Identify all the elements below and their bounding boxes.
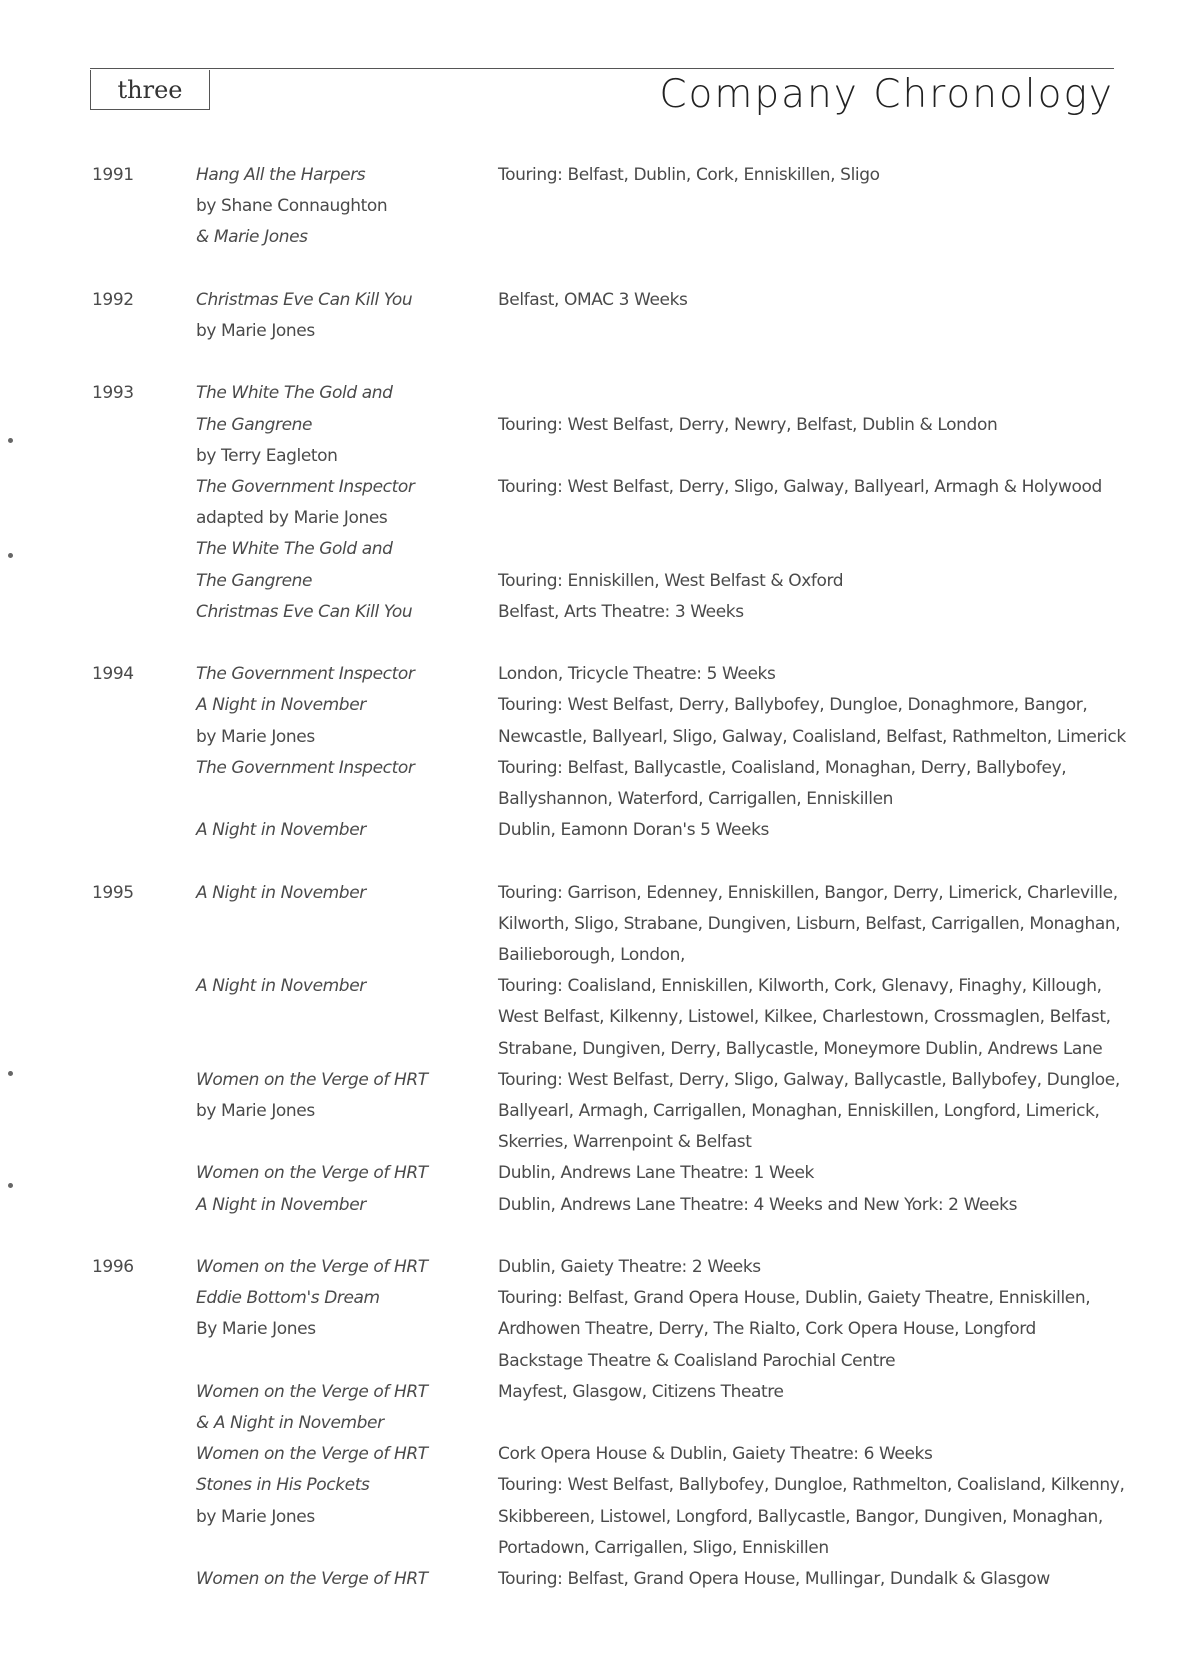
production-title: The White The Gold and — [196, 539, 393, 560]
production-title: Stones in His Pockets — [196, 1475, 370, 1496]
venue-details: Touring: Coalisland, Enniskillen, Kilworth, Cork, Glenavy, Finaghy, Killough, — [498, 976, 1102, 997]
margin-dot — [8, 1071, 13, 1076]
production-title: by Terry Eagleton — [196, 445, 338, 466]
year-label: 1992 — [92, 289, 134, 310]
production-title: by Shane Connaughton — [196, 196, 388, 217]
venue-details: Dublin, Eamonn Doran's 5 Weeks — [498, 820, 770, 841]
venue-details: Touring: Belfast, Grand Opera House, Dublin, Gaiety Theatre, Enniskillen, — [498, 1288, 1091, 1309]
year-label: 1991 — [92, 165, 134, 185]
production-title: Women on the Verge of HRT — [196, 1569, 428, 1589]
margin-dot — [8, 553, 13, 558]
production-title: Women on the Verge of HRT — [196, 1381, 428, 1402]
section-tab: three — [90, 70, 210, 110]
venue-details: Touring: West Belfast, Derry, Sligo, Galway, Ballycastle, Ballybofey, Dungloe, — [498, 1069, 1120, 1090]
venue-details: Cork Opera House & Dublin, Gaiety Theatre: 6 Weeks — [498, 1444, 933, 1465]
venue-details: London, Tricycle Theatre: 5 Weeks — [498, 664, 776, 685]
venue-details: Touring: Belfast, Ballycastle, Coalisland, Monaghan, Derry, Ballybofey, — [498, 757, 1067, 778]
production-title: The Government Inspector — [196, 664, 415, 685]
venue-details: Touring: West Belfast, Derry, Newry, Belfast, Dublin & London — [498, 414, 998, 435]
production-title: Christmas Eve Can Kill You — [196, 289, 413, 310]
year-label: 1996 — [92, 1257, 134, 1277]
year-label: 1993 — [92, 383, 134, 404]
production-title: by Marie Jones — [196, 1101, 315, 1121]
venue-details: Touring: West Belfast, Ballybofey, Dungloe, Rathmelton, Coalisland, Kilkenny, — [498, 1475, 1125, 1496]
venue-details: Newcastle, Ballyearl, Sligo, Galway, Coalisland, Belfast, Rathmelton, Limerick — [498, 726, 1126, 747]
production-title: The White The Gold and — [196, 383, 393, 404]
year-label: 1995 — [92, 882, 134, 903]
venue-details: Touring: Enniskillen, West Belfast & Oxford — [498, 570, 844, 591]
production-title: Christmas Eve Can Kill You — [196, 601, 413, 622]
venue-details: Touring: Belfast, Grand Opera House, Mullingar, Dundalk & Glasgow — [498, 1569, 1050, 1589]
production-title: Women on the Verge of HRT — [196, 1444, 428, 1465]
venue-details: West Belfast, Kilkenny, Listowel, Kilkee, Charlestown, Crossmaglen, Belfast, — [498, 1007, 1111, 1028]
production-title: Eddie Bottom's Dream — [196, 1288, 380, 1309]
venue-details: Strabane, Dungiven, Derry, Ballycastle, Moneymore Dublin, Andrews Lane — [498, 1038, 1103, 1059]
venue-details: Backstage Theatre & Coalisland Parochial Centre — [498, 1350, 896, 1371]
production-title: By Marie Jones — [196, 1319, 316, 1340]
venue-details: Skibbereen, Listowel, Longford, Ballycastle, Bangor, Dungiven, Monaghan, — [498, 1506, 1103, 1527]
production-title: A Night in November — [196, 695, 366, 716]
production-title: Hang All the Harpers — [196, 165, 366, 185]
year-label: 1994 — [92, 664, 134, 685]
venue-details: Touring: West Belfast, Derry, Sligo, Galway, Ballyearl, Armagh & Holywood — [498, 477, 1102, 497]
production-title: by Marie Jones — [196, 321, 315, 341]
production-title: The Government Inspector — [196, 757, 415, 778]
production-title: A Night in November — [196, 820, 366, 841]
venue-details: Dublin, Andrews Lane Theatre: 1 Week — [498, 1163, 814, 1184]
production-title: adapted by Marie Jones — [196, 508, 388, 529]
venue-details: Dublin, Andrews Lane Theatre: 4 Weeks and New York: 2 Weeks — [498, 1194, 1018, 1215]
production-title: The Government Inspector — [196, 477, 415, 497]
page-title: Company Chronology — [659, 72, 1114, 117]
venue-details: Ardhowen Theatre, Derry, The Rialto, Cork Opera House, Longford — [498, 1319, 1036, 1340]
venue-details: Bailieborough, London, — [498, 945, 685, 965]
venue-details: Touring: West Belfast, Derry, Ballybofey, Dungloe, Donaghmore, Bangor, — [498, 695, 1088, 716]
venue-details: Portadown, Carrigallen, Sligo, Enniskillen — [498, 1537, 829, 1558]
production-title: A Night in November — [196, 882, 366, 903]
venue-details: Belfast, Arts Theatre: 3 Weeks — [498, 601, 744, 622]
production-title: A Night in November — [196, 976, 366, 997]
venue-details: Ballyearl, Armagh, Carrigallen, Monaghan, Enniskillen, Longford, Limerick, — [498, 1101, 1100, 1121]
margin-dot — [8, 1183, 13, 1188]
production-title: & Marie Jones — [196, 227, 308, 248]
venue-details: Ballyshannon, Waterford, Carrigallen, Enniskillen — [498, 789, 893, 809]
venue-details: Skerries, Warrenpoint & Belfast — [498, 1132, 752, 1153]
production-title: by Marie Jones — [196, 726, 315, 747]
production-title: The Gangrene — [196, 414, 313, 435]
venue-details: Kilworth, Sligo, Strabane, Dungiven, Lisburn, Belfast, Carrigallen, Monaghan, — [498, 913, 1121, 934]
production-title: by Marie Jones — [196, 1506, 315, 1527]
production-title: The Gangrene — [196, 570, 313, 591]
venue-details: Belfast, OMAC 3 Weeks — [498, 289, 688, 310]
venue-details: Mayfest, Glasgow, Citizens Theatre — [498, 1381, 784, 1402]
margin-dot — [8, 438, 13, 443]
production-title: & A Night in November — [196, 1413, 384, 1433]
production-title: Women on the Verge of HRT — [196, 1069, 428, 1090]
header-rule — [90, 68, 1114, 69]
production-title: Women on the Verge of HRT — [196, 1163, 428, 1184]
venue-details: Touring: Garrison, Edenney, Enniskillen, Bangor, Derry, Limerick, Charleville, — [498, 882, 1118, 903]
venue-details: Dublin, Gaiety Theatre: 2 Weeks — [498, 1257, 761, 1277]
production-title: A Night in November — [196, 1194, 366, 1215]
venue-details: Touring: Belfast, Dublin, Cork, Enniskillen, Sligo — [498, 165, 880, 185]
production-title: Women on the Verge of HRT — [196, 1257, 428, 1277]
